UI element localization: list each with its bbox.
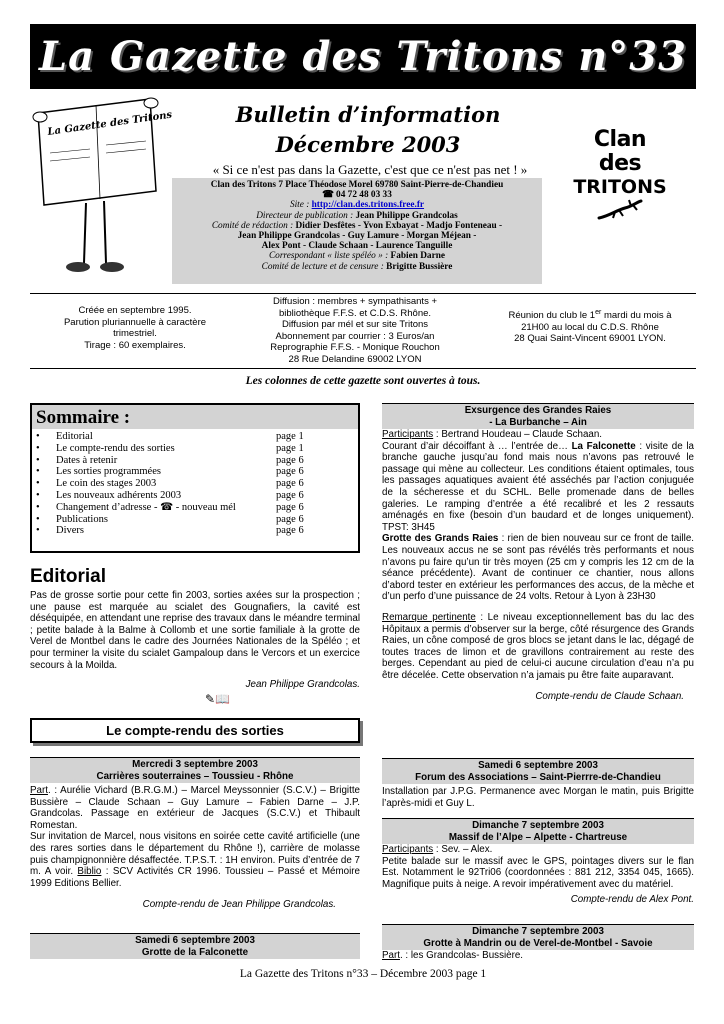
director-name: Jean Philippe Grandcolas	[355, 210, 458, 221]
toc-item-label: Divers	[56, 525, 84, 537]
toc-list	[32, 429, 358, 537]
toc-item	[32, 502, 358, 514]
report-forum	[382, 758, 694, 809]
committee-line-3: Alex Pont - Claude Schaan - Laurence Tanguille	[261, 241, 453, 252]
issue-date: Décembre 2003	[275, 132, 461, 157]
report-header	[382, 818, 694, 844]
toc-item-label: Les sorties programmées	[56, 466, 161, 478]
logo-line-2: TRITONS	[573, 176, 667, 198]
bullet-icon: •	[36, 525, 40, 537]
divider-top	[30, 293, 696, 294]
toc-title: Sommaire :	[32, 405, 358, 429]
toc-item-label: Les nouveaux adhérents 2003	[56, 489, 182, 501]
reading-committee-name: Brigitte Bussière	[386, 261, 453, 272]
report-header	[382, 403, 694, 429]
toc-item	[32, 443, 358, 455]
report-place: Grotte de la Falconette	[141, 946, 249, 958]
report-text: Petite balade sur le massif avec le GPS, pointages divers sur le flan Est. Notamment le 92Tri06 (coordonnées : 881 212, 3354 045, 1665). Magnifique puits à neige. A revoir impérativement avec du matériel.	[382, 855, 694, 890]
toc-item-page: page 6	[276, 454, 304, 466]
toc-item-page: page 6	[276, 466, 304, 478]
bullet-icon: •	[36, 442, 40, 454]
meeting-info	[490, 307, 690, 345]
creation-info	[40, 305, 230, 351]
report-falconette	[30, 933, 360, 959]
bullet-icon: •	[36, 489, 40, 501]
report-date: Mercredi 3 septembre 2003	[132, 759, 258, 770]
committee-label: Comité de rédaction :	[211, 220, 294, 231]
meeting-line-2: 21H00 au local du C.D.S. Rhône	[521, 321, 659, 333]
club-address: Clan des Tritons 7 Place Théodose Morel 69780 Saint-Pierre-de-Chandieu	[210, 180, 504, 190]
editorial-text: Pas de grosse sortie pour cette fin 2003, sorties axées sur la prospection ; une pause est marquée au scialet des Gougnafiers, la cavité est déséquipée, en attendant une reprise des travaux dans le méandre terminal ; petite balade à la Balme à Collomb et une sortie familiale à la grotte de Verel de Montbel dans le cadre des Journées Nationales de la Spéléo ; et pour terminer la visite du scialet Gampaloup dans le Vercors et un exercice secours à la Moilda.	[30, 590, 360, 671]
report-mandrin	[382, 924, 694, 962]
toc-item-label: Dates à retenir	[56, 454, 118, 466]
report-paragraph-1: Courant d’air décoiffant à … l’entrée de… La Falconette : visite de la branche gauche jusqu’au fond mais nous n’avons pas retrouvé le passage qui mène au collecteur. Les conditions étaient optimales, tous les passages aquatiques avaient été asséchés par l’action conjuguée de la sécheresse et du SCHL. Belle promenade dans de belles galeries. Le ramping d’entrée a été recalibré et les 2 ressauts aménagés en fixe (besoin d’un baudard et de longes uniquement). TPST: 3H45	[382, 440, 694, 533]
report-place: Carrières souterraines – Toussieu - Rhône	[96, 770, 294, 782]
report-date: Samedi 6 septembre 2003	[478, 760, 598, 771]
report-signature: Compte-rendu de Alex Pont.	[570, 894, 694, 906]
correspondant-name: Fabien Darne	[390, 251, 446, 262]
toc-item	[32, 455, 358, 467]
committee-line-1: Didier Desfêtes - Yvon Exbayat - Madjo Fonteneau -	[295, 220, 503, 231]
bullet-icon: •	[36, 501, 40, 513]
report-participants: Part. : Aurélie Vichard (B.R.G.M.) – Marcel Meyssonnier (S.C.V.) – Brigitte Bussière – Claude Schaan – Guy Lamure – Fabien Darne – J.P. Grandcolas. Passage en extérieur de Jacques (S.C.V.) et Thibault Romestan.	[30, 785, 360, 831]
bullet-icon: •	[36, 431, 40, 442]
report-date: Samedi 6 septembre 2003	[135, 935, 255, 946]
toc-item-label: Editorial	[56, 431, 93, 442]
creation-line-3: trimestriel.	[113, 328, 157, 339]
toc-item-page: page 6	[276, 501, 304, 513]
toc-item	[32, 431, 358, 443]
report-signature: Compte-rendu de Jean Philippe Grandcolas.	[142, 899, 336, 911]
editorial-signature: Jean Philippe Grandcolas.	[245, 679, 360, 691]
reading-committee-label: Comité de lecture et de censure :	[261, 261, 384, 272]
distribution-line-6: 28 Rue Delandine 69002 LYON	[288, 353, 422, 365]
director-label: Directeur de publication :	[256, 210, 354, 221]
site-label: Site :	[289, 200, 310, 211]
distribution-line-3: Diffusion par mél et sur site Tritons	[281, 319, 429, 330]
report-date: Dimanche 7 septembre 2003	[472, 820, 604, 831]
editorial-title: Editorial	[30, 566, 107, 587]
committee-line-2: Jean Philippe Grandcolas - Guy Lamure - Morgan Méjean -	[237, 231, 477, 242]
toc-item	[32, 525, 358, 537]
bullet-icon: •	[36, 478, 40, 490]
report-header	[30, 757, 360, 783]
report-place: Exsurgence des Grandes Raies	[464, 405, 612, 416]
report-toussieu	[30, 757, 360, 910]
open-columns-note: Les colonnes de cette gazette sont ouvertes à tous.	[245, 375, 481, 387]
distribution-info	[250, 296, 460, 365]
bullet-icon: •	[36, 454, 40, 466]
publication-info-box	[172, 178, 542, 284]
table-of-contents	[30, 403, 360, 553]
motto-quote: « Si ce n'est pas dans la Gazette, c'est que ce n'est pas net ! »	[212, 162, 528, 177]
banner-title: La Gazette des Tritons n°33	[30, 24, 696, 89]
toc-item	[32, 478, 358, 490]
pen-book-icon: ✎📖	[205, 692, 230, 707]
report-header	[382, 924, 694, 950]
logo-line-1: Clan des	[593, 127, 647, 176]
report-place: Forum des Associations – Saint-Pierrre-de-Chandieu	[415, 771, 661, 783]
report-date: Dimanche 7 septembre 2003	[472, 926, 604, 937]
creation-line-4: Tirage : 60 exemplaires.	[84, 339, 186, 351]
bullet-icon: •	[36, 466, 40, 478]
report-participants: Part. : les Grandcolas- Bussière.	[382, 950, 524, 961]
toc-item-page: page 6	[276, 489, 304, 501]
toc-item-label: Publications	[56, 513, 108, 525]
meeting-line-1: Réunion du club le 1er mardi du mois à	[508, 309, 672, 322]
report-grandes-raies	[382, 403, 694, 702]
toc-item-page: page 1	[276, 442, 304, 454]
report-location: - La Burbanche – Ain	[489, 416, 587, 428]
report-paragraph-2: Grotte des Grands Raies : rien de bien nouveau sur ce front de taille. Les nouveaux accus ne se sont pas révélés très performants et nous n’avons pu faire qu’un tir très moyen (25 cm y compris les 12 cm de la séance précédente). Avant de continuer ce chantier, nous allons d’abord tester en extérieur les performances des accus, de la mèche et d’un perfo d’une puissance de 24 volts. Retour à Lyon à 23H30	[382, 533, 694, 603]
distribution-line-5: Reprographie F.F.S. - Monique Rouchon	[270, 342, 440, 353]
report-place: Grotte à Mandrin ou de Verel-de-Montbel - Savoie	[423, 937, 653, 949]
creation-line-2: Parution pluriannuelle à caractère	[63, 316, 207, 328]
report-alpette	[382, 818, 694, 905]
correspondant-label: Correspondant « liste spéléo » :	[268, 251, 389, 262]
distribution-line-1: Diffusion : membres + sympathisants +	[272, 296, 438, 307]
report-place: Massif de l’Alpe – Alpette - Chartreuse	[448, 831, 628, 843]
toc-item-label: Le compte-rendu des sorties	[56, 442, 175, 454]
report-header	[30, 933, 360, 959]
reader-paper-text: La Gazette des Tritons	[46, 109, 173, 138]
toc-item-page: page 6	[276, 513, 304, 525]
section-title: Le compte-rendu des sorties	[30, 718, 360, 743]
page-footer: La Gazette des Tritons n°33 – Décembre 2003 page 1	[239, 968, 487, 980]
club-phone: ☎ 04 72 48 03 33	[322, 190, 392, 201]
newspaper-reader-illustration	[30, 95, 173, 285]
distribution-line-4: Abonnement par courrier : 3 Euros/an	[275, 330, 435, 342]
report-signature: Compte-rendu de Claude Schaan.	[535, 691, 684, 703]
bullet-icon: •	[36, 513, 40, 525]
toc-item-label: Le coin des stages 2003	[56, 478, 157, 490]
report-remark: Remarque pertinente : Le niveau exceptionnellement bas du lac des Hôpitaux a permis d’observer sur la berge, côté résurgence des Grands Raies, un cône composé de gros blocs se jetant dans le lac, dégagé de toutes traces de limon et de gravillons contrairement au reste des berges. Cependant au pied de celui-ci aucune circulation d’eau n’a pu être décelée. Cette observation n’a jamais pu être faite auparavant.	[382, 611, 694, 681]
clan-logo	[570, 128, 670, 238]
site-link[interactable]: http://clan.des.tritons.free.fr	[311, 200, 425, 211]
toc-item-page: page 1	[276, 431, 304, 442]
report-participants: Participants : Bertrand Houdeau – Claude Schaan.	[382, 429, 603, 440]
salamander-icon	[595, 198, 645, 222]
divider-bottom	[30, 368, 696, 369]
toc-item-label: Changement d’adresse - ☎ - nouveau mél	[56, 501, 236, 513]
report-header	[382, 758, 694, 784]
meeting-line-3: 28 Quai Saint-Vincent 69001 LYON.	[514, 333, 666, 345]
creation-line-1: Créée en septembre 1995.	[78, 305, 192, 316]
bulletin-subtitle: Bulletin d’information	[235, 102, 501, 127]
toc-item	[32, 490, 358, 502]
distribution-line-2: bibliothèque F.F.S. et C.D.S. Rhône.	[278, 307, 432, 319]
report-text: Installation par J.P.G. Permanence avec Morgan le matin, puis Brigitte l’après-midi et Guy L.	[382, 786, 694, 809]
report-participants: Participants : Sev. – Alex.	[382, 844, 493, 855]
report-text: Sur invitation de Marcel, nous visitons en soirée cette cavité artificielle (une des rares sorties dans le département du Rhône !), carrière de molasse puis champignonnière désaffectée. T.P.S.T. : 1H environ. Puits d’entrée de 7 m. A voir. Biblio : SCV Activités CR 1996. Toussieu – Passé et Mémoire 1999 Editions Bellier.	[30, 831, 360, 889]
toc-item-page: page 6	[276, 525, 304, 537]
toc-item	[32, 514, 358, 526]
toc-item-page: page 6	[276, 478, 304, 490]
toc-item	[32, 466, 358, 478]
